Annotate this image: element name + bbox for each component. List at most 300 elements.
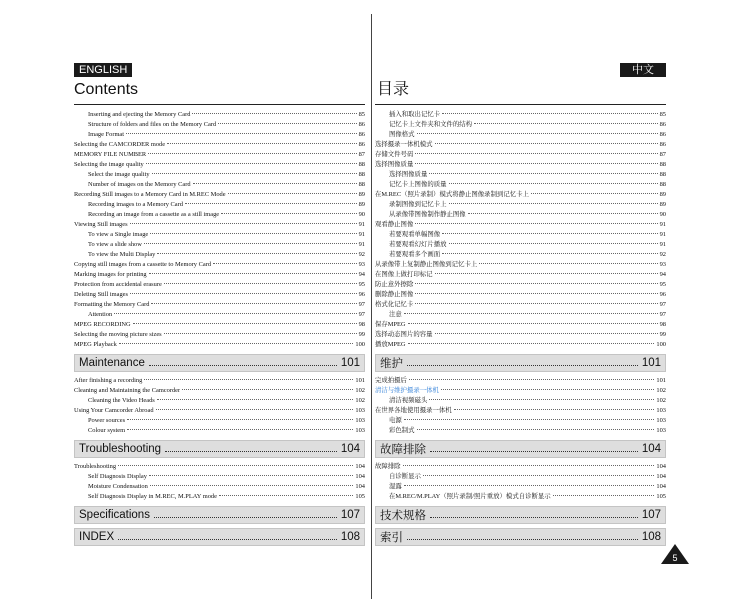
toc-entry-title: 清洁与维护摄录一体机: [375, 387, 439, 394]
dot-leader: [407, 365, 638, 366]
toc-entry-page: 91: [358, 231, 365, 238]
toc-entry-title: Selecting the moving picture sizes: [74, 331, 162, 338]
dot-leader: [218, 123, 356, 124]
toc-entry: [74, 300, 365, 310]
toc-entry: [74, 260, 365, 270]
toc-entry: [375, 230, 666, 240]
toc-entry-title: 在M.REC（照片录制）模式将静止图像录制到记忆卡上: [375, 191, 529, 198]
toc-entry: [74, 482, 365, 492]
toc-entry-page: 103: [355, 417, 365, 424]
dot-leader: [442, 233, 657, 234]
toc-entry: [375, 190, 666, 200]
section-title: Maintenance: [79, 357, 145, 369]
toc-entry-page: 102: [355, 387, 365, 394]
toc-entry-page: 93: [358, 261, 365, 268]
toc-entry: [375, 200, 666, 210]
toc-entry-page: 97: [358, 301, 365, 308]
dot-leader: [553, 495, 655, 496]
toc-entry-title: Attention: [88, 311, 113, 318]
toc-entry-title: Number of images on the Memory Card: [88, 181, 191, 188]
toc-entry-title: Protection from accidental erasure: [74, 281, 162, 288]
toc-section-header: [375, 440, 666, 458]
toc-entry-title: Self Diagnosis Display in M.REC, M.PLAY mode: [88, 493, 217, 500]
dot-leader: [130, 223, 357, 224]
toc-section-header: [375, 354, 666, 372]
toc-entry: [375, 386, 666, 396]
dot-leader: [449, 203, 658, 204]
section-page: 101: [340, 357, 360, 369]
toc-entry-title: Using Your Camcorder Abroad: [74, 407, 154, 414]
dot-leader: [157, 253, 356, 254]
dot-leader: [165, 451, 337, 452]
toc-entry: [74, 406, 365, 416]
toc-entry-page: 104: [355, 473, 365, 480]
toc-entry-page: 100: [355, 341, 365, 348]
toc-entry-title: 自诊断显示: [389, 473, 421, 480]
toc-entry-title: 从录像带上复制静止图像到记忆卡上: [375, 261, 478, 268]
toc-entry: [74, 310, 365, 320]
toc-entry: [375, 170, 666, 180]
toc-entry: [74, 160, 365, 170]
toc-entry: [375, 260, 666, 270]
toc-entry-page: 86: [358, 141, 365, 148]
title-rule: [74, 104, 365, 105]
toc-entry-page: 90: [659, 211, 666, 218]
dot-leader: [442, 253, 657, 254]
dot-leader: [429, 173, 657, 174]
toc-entry-title: 湿露: [389, 483, 402, 490]
dot-leader: [150, 485, 354, 486]
toc-entry: [74, 240, 365, 250]
dot-leader: [164, 283, 357, 284]
language-badge-chinese: 中文: [620, 63, 666, 77]
toc-entry-page: 85: [659, 111, 666, 118]
dot-leader: [415, 223, 657, 224]
toc-entry: [74, 110, 365, 120]
dot-leader: [167, 143, 357, 144]
dot-leader: [182, 389, 353, 390]
dot-leader: [408, 343, 655, 344]
toc-entry-title: MEMORY FILE NUMBER: [74, 151, 147, 158]
toc-entry: [74, 270, 365, 280]
toc-entry-title: Moisture Condensation: [88, 483, 148, 490]
dot-leader: [133, 323, 357, 324]
toc-entry-page: 95: [659, 281, 666, 288]
toc-entry: [375, 462, 666, 472]
toc-entry-page: 88: [358, 161, 365, 168]
dot-leader: [149, 365, 337, 366]
toc-entry-page: 88: [659, 181, 666, 188]
toc-entry: [375, 320, 666, 330]
dot-leader: [468, 213, 658, 214]
toc-entry-page: 97: [358, 311, 365, 318]
toc-entry-title: 电源: [389, 417, 402, 424]
dot-leader: [403, 465, 655, 466]
dot-leader: [404, 485, 655, 486]
toc-entry-page: 103: [355, 427, 365, 434]
toc-entry: [74, 386, 365, 396]
column-divider: [371, 14, 372, 599]
toc-entry-title: Colour system: [88, 427, 126, 434]
dot-leader: [164, 333, 357, 334]
section-page: 107: [340, 509, 360, 521]
toc-entry: [375, 426, 666, 436]
toc-section-header: [74, 506, 365, 524]
toc-section-header: [375, 528, 666, 546]
dot-leader: [531, 193, 658, 194]
toc-entry-title: Recording an image from a cassette as a still image: [88, 211, 220, 218]
toc-entry-title: 故障排除: [375, 463, 401, 470]
toc-entry-title: Selecting the CAMCORDER mode: [74, 141, 166, 148]
dot-leader: [415, 293, 657, 294]
toc-entry: [375, 330, 666, 340]
toc-entry: [74, 230, 365, 240]
dot-leader: [221, 213, 356, 214]
toc-entry: [74, 190, 365, 200]
toc-entry: [375, 482, 666, 492]
dot-leader: [146, 163, 357, 164]
dot-leader: [442, 113, 657, 114]
toc-entry-title: 选择摄录一体机模式: [375, 141, 433, 148]
dot-leader: [157, 399, 354, 400]
toc-entry-title: Selecting the image quality: [74, 161, 144, 168]
dot-leader: [454, 409, 655, 410]
toc-entry-page: 86: [358, 131, 365, 138]
dot-leader: [417, 429, 655, 430]
toc-entry-page: 85: [358, 111, 365, 118]
dot-leader: [118, 539, 337, 540]
toc-entry: [375, 492, 666, 502]
toc-entry-title: 选择动态图片的容量: [375, 331, 433, 338]
dot-leader: [144, 243, 357, 244]
dot-leader: [150, 233, 356, 234]
toc-entry: [74, 290, 365, 300]
dot-leader: [114, 313, 356, 314]
toc-entry-page: 98: [358, 321, 365, 328]
toc-entry-page: 101: [355, 377, 365, 384]
dot-leader: [479, 263, 657, 264]
toc-entry-page: 88: [659, 171, 666, 178]
dot-leader: [435, 143, 658, 144]
toc-entry-page: 104: [355, 463, 365, 470]
toc-entry-page: 102: [656, 387, 666, 394]
contents-title-chinese: 目录: [377, 81, 410, 98]
toc-entry: [74, 492, 365, 502]
toc-entry-title: 若要观看多个画面: [389, 251, 441, 258]
toc-entry-title: MPEG Playback: [74, 341, 117, 348]
dot-leader: [415, 283, 657, 284]
dot-leader: [185, 203, 357, 204]
toc-entry-title: 若要观看幻灯片播放: [389, 241, 447, 248]
toc-entry-title: Viewing Still images: [74, 221, 128, 228]
dot-leader: [408, 323, 658, 324]
toc-entry-page: 87: [659, 151, 666, 158]
toc-entry: [74, 330, 365, 340]
toc-entry-title: Structure of folders and files on the Memory Card: [88, 121, 217, 128]
toc-entry-title: Deleting Still images: [74, 291, 128, 298]
dot-leader: [435, 333, 658, 334]
dot-leader: [415, 303, 657, 304]
toc-entry-title: Cleaning the Video Heads: [88, 397, 155, 404]
toc-entry-page: 102: [656, 397, 666, 404]
toc-entry: [375, 120, 666, 130]
toc-entry-page: 88: [358, 171, 365, 178]
toc-entry-page: 103: [656, 417, 666, 424]
toc-entry: [375, 280, 666, 290]
dot-leader: [417, 133, 658, 134]
toc-entry-title: 播放MPEG: [375, 341, 406, 348]
toc-entry-page: 104: [656, 463, 666, 470]
toc-entry-title: Copying still images from a cassette to Memory Card: [74, 261, 212, 268]
toc-entry: [375, 130, 666, 140]
toc-entry-page: 97: [659, 301, 666, 308]
toc-entry-title: 记忆卡上文件夹和文件的结构: [389, 121, 473, 128]
toc-entry-title: 格式化记忆卡: [375, 301, 414, 308]
toc-entry-title: Troubleshooting: [74, 463, 117, 470]
toc-entry-title: 清洁视频磁头: [389, 397, 428, 404]
toc-section-header: [74, 440, 365, 458]
dot-leader: [415, 163, 657, 164]
toc-entry-page: 89: [659, 191, 666, 198]
toc-entry-page: 93: [659, 261, 666, 268]
section-title: 故障排除: [380, 444, 426, 456]
toc-entry: [375, 472, 666, 482]
dot-leader: [404, 419, 655, 420]
toc-entry-page: 103: [656, 427, 666, 434]
toc-entry-page: 105: [656, 493, 666, 500]
toc-entry-title: To view a Single image: [88, 231, 149, 238]
page-number: 5: [672, 553, 678, 563]
section-title: Specifications: [79, 509, 150, 521]
dot-leader: [449, 243, 658, 244]
toc-entry-page: 91: [659, 241, 666, 248]
toc-entry: [375, 240, 666, 250]
toc-entry: [74, 180, 365, 190]
dot-leader: [409, 379, 654, 380]
dot-leader: [219, 495, 353, 496]
toc-entry: [74, 280, 365, 290]
section-title: INDEX: [79, 531, 115, 543]
toc-section-header: [74, 354, 365, 372]
toc-entry-page: 86: [659, 121, 666, 128]
toc-entry-title: MPEG RECORDING: [74, 321, 131, 328]
toc-entry: [375, 160, 666, 170]
dot-leader: [126, 133, 357, 134]
section-page: 108: [340, 531, 360, 543]
toc-entry-page: 101: [656, 377, 666, 384]
toc-entry: [375, 310, 666, 320]
toc-entry-title: Marking images for printing: [74, 271, 147, 278]
toc-entry-title: Select the image quality: [88, 171, 150, 178]
toc-entry-page: 103: [355, 407, 365, 414]
toc-entry-title: 若要观看单幅图像: [389, 231, 441, 238]
toc-entry: [74, 140, 365, 150]
toc-entry-page: 87: [358, 151, 365, 158]
toc-entry-page: 88: [659, 161, 666, 168]
dot-leader: [149, 273, 357, 274]
section-page: 101: [641, 357, 661, 369]
toc-entry-page: 102: [355, 397, 365, 404]
toc-entry-title: 录制图像到记忆卡上: [389, 201, 447, 208]
toc-entry: [74, 462, 365, 472]
toc-entry-title: 在世界各地使用摄录一体机: [375, 407, 452, 414]
dot-leader: [415, 153, 657, 154]
toc-entry-page: 92: [358, 251, 365, 258]
toc-entry-title: 在M.REC/M.PLAY（照片录制/照片重放）模式自诊断显示: [389, 493, 551, 500]
toc-entry-title: Image Format: [88, 131, 125, 138]
toc-entry: [74, 320, 365, 330]
toc-entry: [375, 150, 666, 160]
dot-leader: [130, 293, 357, 294]
dot-leader: [151, 303, 356, 304]
toc-entry-page: 94: [358, 271, 365, 278]
toc-entry-page: 104: [355, 483, 365, 490]
section-title: 技术规格: [380, 510, 426, 522]
toc-entry: [74, 150, 365, 160]
toc-entry-title: 选择图像质量: [375, 161, 414, 168]
dot-leader: [423, 475, 654, 476]
toc-entry-title: Inserting and ejecting the Memory Card: [88, 111, 191, 118]
toc-entry-page: 103: [656, 407, 666, 414]
toc-entry-title: 图像格式: [389, 131, 415, 138]
toc-entry: [74, 120, 365, 130]
toc-entry-page: 95: [358, 281, 365, 288]
dot-leader: [441, 389, 655, 390]
toc-entry-title: 选择图像质量: [389, 171, 428, 178]
toc-entry-title: 插入和取出记忆卡: [389, 111, 441, 118]
toc-entry-page: 99: [659, 331, 666, 338]
toc-entry-title: Self Diagnosis Display: [88, 473, 147, 480]
toc-entry-title: 完成拍摄后: [375, 377, 407, 384]
toc-entry-page: 89: [358, 201, 365, 208]
toc-entry-title: To view a slide show: [88, 241, 142, 248]
toc-entry-title: Formatting the Memory Card: [74, 301, 150, 308]
dot-leader: [435, 273, 658, 274]
toc-entry-title: To view the Multi Display: [88, 251, 156, 258]
toc-entry-page: 100: [656, 341, 666, 348]
toc-entry: [74, 210, 365, 220]
toc-entry-page: 96: [659, 291, 666, 298]
toc-entry-page: 88: [358, 181, 365, 188]
toc-entry: [74, 200, 365, 210]
toc-entry-title: Power sources: [88, 417, 126, 424]
dot-leader: [118, 465, 353, 466]
page-number-badge: [660, 543, 690, 565]
toc-entry: [375, 250, 666, 260]
toc-entry: [375, 416, 666, 426]
toc-entry: [375, 340, 666, 350]
toc-entry: [375, 396, 666, 406]
toc-entry: [375, 110, 666, 120]
toc-entry-title: 记忆卡上图像的质量: [389, 181, 447, 188]
toc-entry-page: 90: [358, 211, 365, 218]
dot-leader: [119, 343, 354, 344]
dot-leader: [407, 539, 638, 540]
toc-entry-page: 92: [659, 251, 666, 258]
toc-entry-title: 存储文件号码: [375, 151, 414, 158]
toc-entry-page: 89: [659, 201, 666, 208]
toc-entry: [74, 220, 365, 230]
toc-entry-page: 91: [358, 241, 365, 248]
dot-leader: [149, 475, 353, 476]
toc-entry: [74, 170, 365, 180]
toc-list-chinese: [375, 110, 666, 550]
toc-entry-page: 98: [659, 321, 666, 328]
toc-entry-page: 91: [358, 221, 365, 228]
toc-entry-title: 删除静止图像: [375, 291, 414, 298]
toc-entry-title: 在图像上做打印标记: [375, 271, 433, 278]
toc-entry: [375, 376, 666, 386]
dot-leader: [474, 123, 658, 124]
toc-entry-title: 从录像带图像制作静止图像: [389, 211, 466, 218]
dot-leader: [430, 517, 638, 518]
toc-entry: [375, 210, 666, 220]
toc-entry-title: Cleaning and Maintaining the Camcorder: [74, 387, 181, 394]
dot-leader: [127, 429, 353, 430]
section-title: 索引: [380, 532, 403, 544]
toc-list-english: [74, 110, 365, 550]
dot-leader: [213, 263, 357, 264]
dot-leader: [127, 419, 353, 420]
toc-entry-title: After finishing a recording: [74, 377, 143, 384]
section-page: 104: [340, 443, 360, 455]
toc-entry-title: 保存MPEG: [375, 321, 406, 328]
toc-entry: [375, 180, 666, 190]
dot-leader: [148, 153, 356, 154]
toc-entry: [74, 472, 365, 482]
title-rule-chinese: [375, 104, 666, 105]
dot-leader: [449, 183, 658, 184]
toc-entry: [74, 416, 365, 426]
dot-leader: [429, 399, 654, 400]
toc-section-header: [375, 506, 666, 524]
dot-leader: [192, 113, 356, 114]
toc-entry: [375, 406, 666, 416]
toc-entry-title: Recording Still images to a Memory Card in M.REC Mode: [74, 191, 226, 198]
toc-entry-page: 99: [358, 331, 365, 338]
toc-entry-page: 91: [659, 231, 666, 238]
toc-entry-page: 86: [659, 141, 666, 148]
toc-entry: [375, 290, 666, 300]
toc-entry: [375, 300, 666, 310]
toc-entry-page: 91: [659, 221, 666, 228]
toc-entry-page: 104: [656, 473, 666, 480]
section-page: 108: [641, 531, 661, 543]
dot-leader: [152, 173, 357, 174]
toc-entry-title: 注意: [389, 311, 402, 318]
toc-section-header: [74, 528, 365, 546]
section-title: 维护: [380, 358, 403, 370]
toc-entry-page: 89: [358, 191, 365, 198]
section-page: 104: [641, 443, 661, 455]
dot-leader: [193, 183, 357, 184]
toc-entry-page: 104: [656, 483, 666, 490]
toc-entry: [74, 130, 365, 140]
section-title: Troubleshooting: [79, 443, 162, 455]
toc-entry-title: 彩色制式: [389, 427, 415, 434]
toc-entry: [74, 396, 365, 406]
toc-entry-page: 86: [358, 121, 365, 128]
toc-entry: [375, 220, 666, 230]
dot-leader: [156, 409, 354, 410]
toc-entry: [74, 426, 365, 436]
toc-entry: [375, 270, 666, 280]
contents-title: Contents: [74, 81, 139, 98]
language-badge-english: ENGLISH: [74, 63, 132, 77]
toc-entry-page: 96: [358, 291, 365, 298]
dot-leader: [228, 193, 357, 194]
toc-entry: [74, 250, 365, 260]
